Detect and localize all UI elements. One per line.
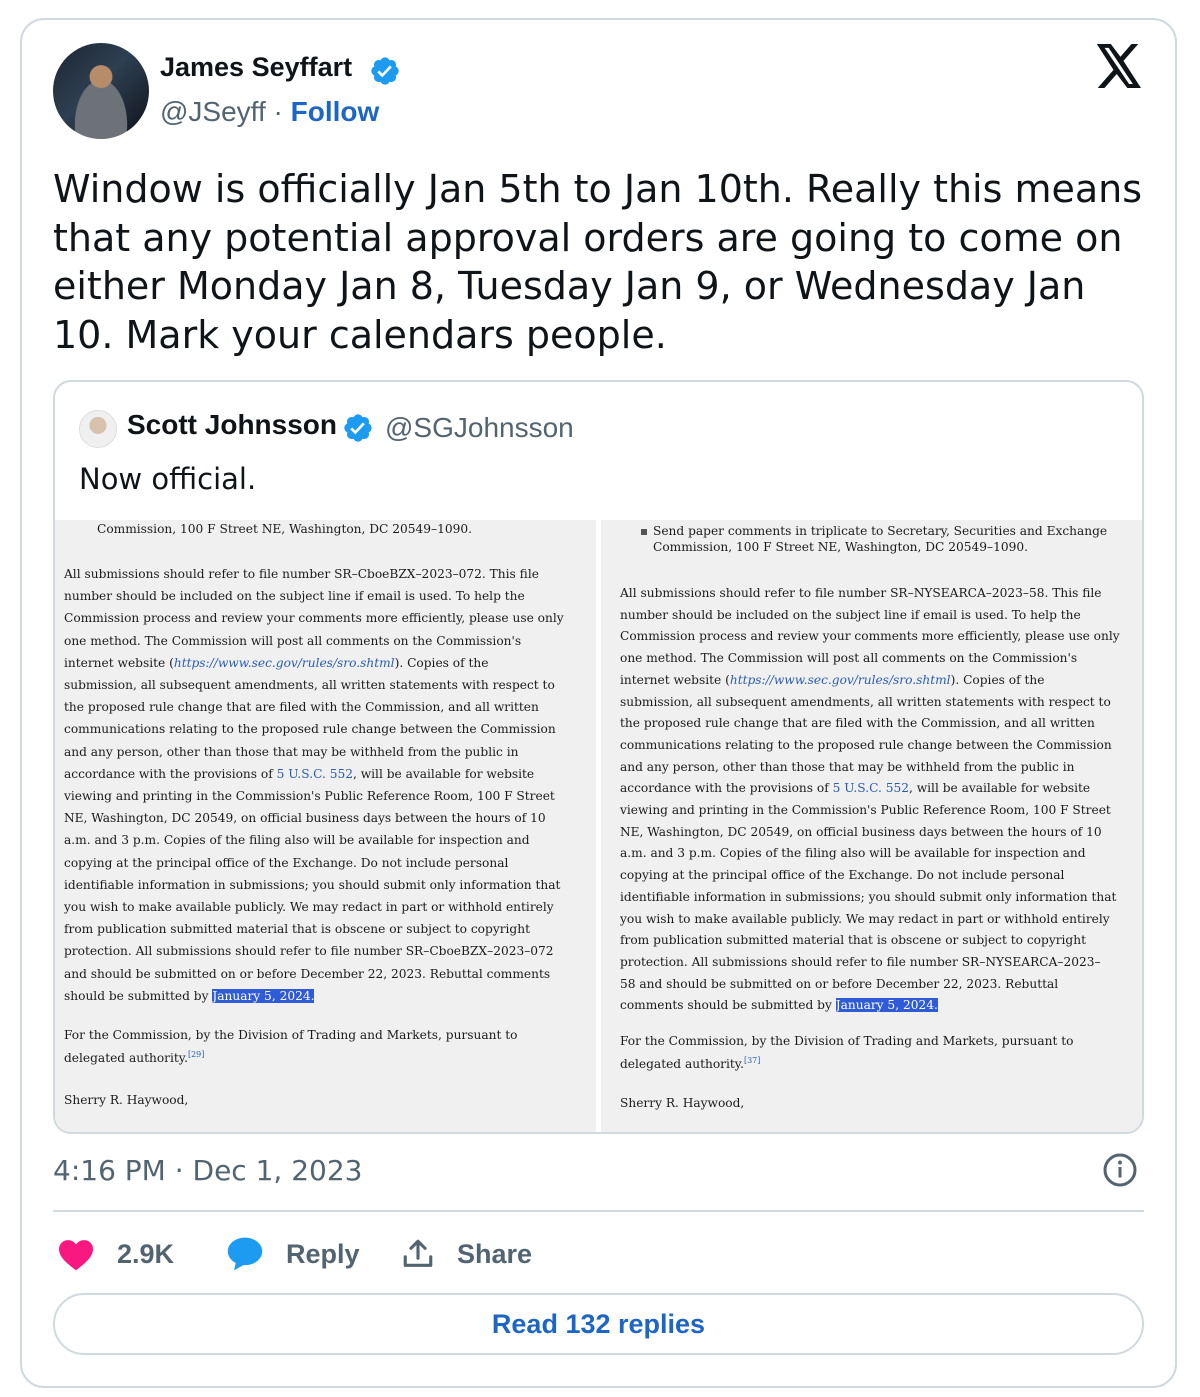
doc-line: one method. The Commission will post all comments on the Commission's xyxy=(64,633,522,648)
doc-line: comments should be submitted by January 5, 2024. xyxy=(620,998,938,1013)
doc-right-bullet: Send paper comments in triplicate to Secretary, Securities and Exchange xyxy=(641,524,1107,538)
doc-line: accordance with the provisions of 5 U.S.C. 552, will be available for website xyxy=(620,781,1091,796)
doc-line: copying at the principal office of the Exchange. Do not include personal xyxy=(620,868,1065,883)
doc-line: protection. All submissions should refer to file number SR–CboeBZX–2023–072 xyxy=(64,944,554,959)
doc-line: one method. The Commission will post all comments on the Commission's xyxy=(620,651,1078,666)
usc-link[interactable]: 5 U.S.C. 552 xyxy=(276,766,353,781)
doc-line: submission, all subsequent amendments, all written statements with respect to xyxy=(620,694,1111,709)
doc-line: from publication submitted material that is obscene or subject to copyright xyxy=(64,922,530,937)
doc-line: viewing and printing in the Commission's Public Reference Room, 100 F Street xyxy=(64,789,555,803)
reply-label: Reply xyxy=(286,1238,360,1269)
quote-author-handle[interactable]: @SGJohnsson xyxy=(385,412,574,443)
doc-footer-line: For the Commission, by the Division of Trading and Markets, pursuant to xyxy=(620,1034,1074,1048)
doc-line: NE, Washington, DC 20549, on official business days between the hours of 10 xyxy=(64,811,546,826)
doc-line: All submissions should refer to file number SR–NYSEARCA–2023–58. This file xyxy=(620,586,1102,600)
like-count: 2.9K xyxy=(117,1238,175,1269)
doc-line: All submissions should refer to file number SR–CboeBZX–2023–072. This file xyxy=(64,567,539,581)
share-icon xyxy=(401,1236,435,1272)
doc-line: communications relating to the proposed rule change between the Commission xyxy=(620,737,1112,752)
doc-line: from publication submitted material that is obscene or subject to copyright xyxy=(620,933,1086,948)
doc-left-top-line: Commission, 100 F Street NE, Washington, DC 20549–1090. xyxy=(97,522,473,536)
doc-line: the proposed rule change that are filed with the Commission, and all written xyxy=(620,716,1095,731)
doc-line: you wish to make available publicly. We may redact in part or withhold entirely xyxy=(64,900,554,914)
reply-button[interactable] xyxy=(226,1232,360,1276)
doc-line: internet website (https://www.sec.gov/rules/sro.shtml). Copies of the xyxy=(64,655,489,670)
doc-line: and any person, other than those that may be withheld from the public in xyxy=(620,759,1075,774)
handle-separator: · xyxy=(273,96,283,127)
doc-footer-line: delegated authority.[37] xyxy=(620,1056,761,1072)
verified-badge-icon xyxy=(369,55,401,87)
usc-link[interactable]: 5 U.S.C. 552 xyxy=(832,781,909,796)
doc-line: a.m. and 3 p.m. Copies of the filing also will be available for inspection and xyxy=(620,846,1086,861)
info-icon[interactable] xyxy=(1102,1152,1138,1188)
doc-line: viewing and printing in the Commission's Public Reference Room, 100 F Street xyxy=(620,803,1111,817)
reply-bubble-icon xyxy=(226,1236,264,1272)
doc-footer-line: For the Commission, by the Division of Trading and Markets, pursuant to xyxy=(64,1028,518,1042)
footnote-link[interactable]: [29] xyxy=(187,1050,205,1059)
sec-rules-link[interactable]: https://www.sec.gov/rules/sro.shtml xyxy=(729,672,951,687)
doc-line: should be submitted by January 5, 2024. xyxy=(64,988,315,1003)
highlighted-date: January 5, 2024. xyxy=(835,998,938,1013)
share-button[interactable] xyxy=(401,1232,532,1276)
share-label: Share xyxy=(457,1238,533,1269)
doc-line: communications relating to the proposed rule change between the Commission xyxy=(64,722,556,737)
tweet-text: Window is officially Jan 5th to Jan 10th. Really this means that any potential approval orders are going to come on either Monday Jan 8, Tuesday Jan 9, or Wednesday Jan 10. Mark your calendars people. xyxy=(53,167,1143,357)
author-name[interactable] xyxy=(160,52,352,83)
doc-line: copying at the principal office of the Exchange. Do not include personal xyxy=(64,855,509,870)
doc-signature: Sherry R. Haywood, xyxy=(620,1096,745,1110)
quote-author-name[interactable]: Scott Johnsson xyxy=(127,409,338,440)
x-logo-icon[interactable] xyxy=(1095,44,1143,88)
doc-footer-line: delegated authority.[29] xyxy=(64,1050,205,1066)
author-avatar[interactable] xyxy=(53,43,149,139)
author-handle[interactable]: @JSeyff xyxy=(160,96,266,127)
bullet-icon xyxy=(641,529,647,535)
divider xyxy=(53,1210,1144,1212)
doc-line: and should be submitted on or before December 22, 2023. Rebuttal comments xyxy=(64,966,551,981)
document-image-left[interactable] xyxy=(55,520,596,1134)
doc-line: Commission process and review your comments more efficiently, please use only xyxy=(64,611,564,626)
author-name-text[interactable]: James Seyffart xyxy=(160,52,353,82)
doc-line: a.m. and 3 p.m. Copies of the filing also will be available for inspection and xyxy=(64,833,530,848)
follow-button[interactable]: Follow xyxy=(290,96,380,127)
document-image-right[interactable] xyxy=(601,520,1144,1134)
doc-line: identifiable information in submissions; you should submit only information that xyxy=(620,889,1117,904)
quote-author-avatar[interactable] xyxy=(79,410,117,448)
doc-right-bullet-cont: Commission, 100 F Street NE, Washington, DC 20549–1090. xyxy=(653,540,1029,554)
doc-line: 58 and should be submitted on or before December 22, 2023. Rebuttal xyxy=(620,976,1059,991)
quote-verified-badge-icon xyxy=(342,412,374,444)
read-replies-button[interactable]: Read 132 replies xyxy=(53,1293,1144,1355)
sec-rules-link[interactable]: https://www.sec.gov/rules/sro.shtml xyxy=(173,655,395,670)
quote-text: Now official. xyxy=(79,462,257,496)
quoted-tweet[interactable] xyxy=(53,380,1144,1134)
doc-line: NE, Washington, DC 20549, on official business days between the hours of 10 xyxy=(620,824,1102,839)
doc-line: accordance with the provisions of 5 U.S.C. 552, will be available for website xyxy=(64,766,535,781)
doc-line: the proposed rule change that are filed with the Commission, and all written xyxy=(64,700,539,715)
doc-line: submission, all subsequent amendments, all written statements with respect to xyxy=(64,678,555,692)
tweet-timestamp[interactable]: 4:16 PM · Dec 1, 2023 xyxy=(53,1154,363,1187)
highlighted-date: January 5, 2024. xyxy=(212,988,315,1003)
doc-line: protection. All submissions should refer to file number SR–NYSEARCA–2023– xyxy=(620,954,1101,969)
like-button[interactable] xyxy=(57,1232,174,1276)
heart-icon xyxy=(57,1237,95,1271)
quote-media[interactable] xyxy=(55,520,1144,1134)
doc-line: Commission process and review your comments more efficiently, please use only xyxy=(620,629,1120,644)
doc-line: and any person, other than those that may be withheld from the public in xyxy=(64,744,519,759)
doc-line: identifiable information in submissions; you should submit only information that xyxy=(64,877,561,892)
footnote-link[interactable]: [37] xyxy=(743,1056,761,1065)
doc-signature: Sherry R. Haywood, xyxy=(64,1093,189,1107)
doc-line: you wish to make available publicly. We may redact in part or withhold entirely xyxy=(620,911,1110,926)
doc-line: number should be included on the subject line if email is used. To help the xyxy=(620,607,1081,622)
doc-line: internet website (https://www.sec.gov/rules/sro.shtml). Copies of the xyxy=(620,672,1045,687)
doc-line: number should be included on the subject line if email is used. To help the xyxy=(64,589,525,604)
author-handle-line xyxy=(160,96,379,128)
